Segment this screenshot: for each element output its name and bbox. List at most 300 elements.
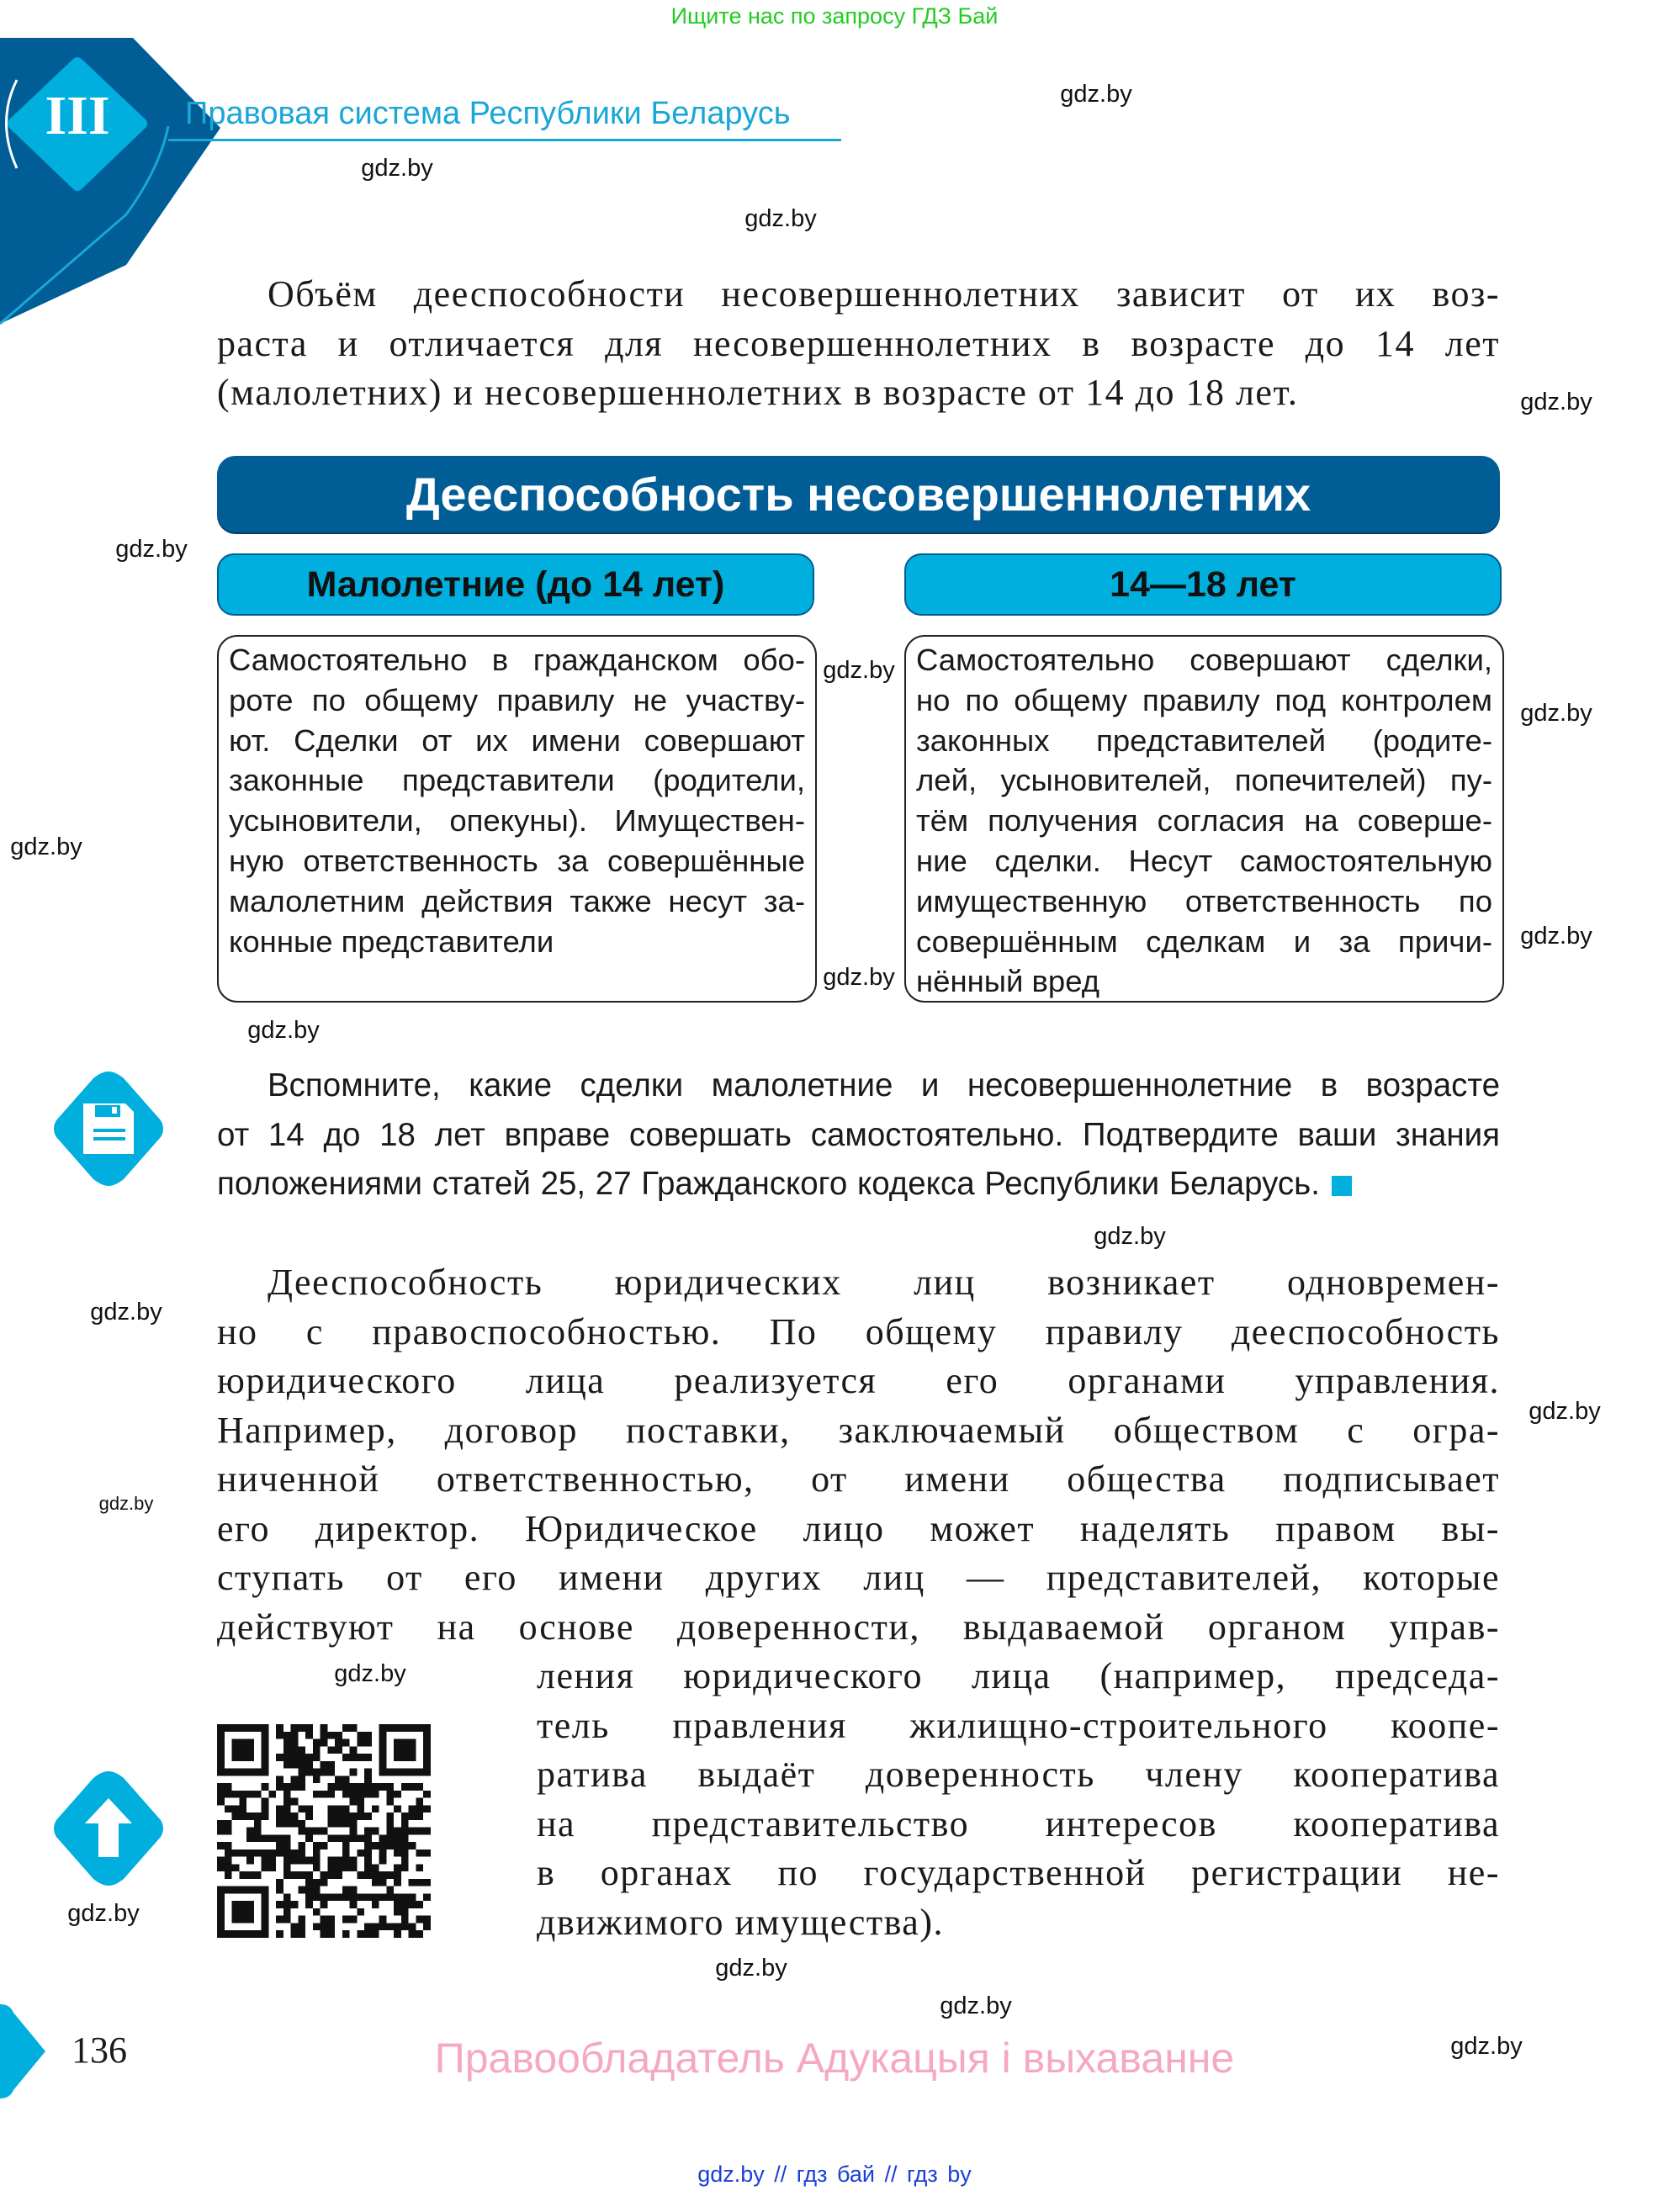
qr-module: [364, 1739, 372, 1747]
qr-module: [357, 1732, 364, 1739]
qr-module: [313, 1923, 321, 1930]
qr-module: [239, 1850, 246, 1857]
qr-module: [327, 1871, 335, 1879]
qr-module: [379, 1879, 387, 1887]
qr-module: [386, 1798, 394, 1806]
qr-module: [423, 1805, 431, 1812]
qr-module: [409, 1812, 416, 1820]
watermark: gdz.by: [67, 1900, 140, 1927]
qr-module: [305, 1828, 313, 1835]
watermark: gdz.by: [115, 536, 188, 563]
qr-module: [335, 1746, 342, 1754]
qr-module: [335, 1732, 342, 1739]
qr-module: [232, 1805, 240, 1812]
qr-module: [350, 1828, 358, 1835]
qr-module: [283, 1791, 291, 1798]
qr-module: [321, 1923, 328, 1930]
arrow-up-icon: [48, 1768, 169, 1889]
qr-module: [342, 1812, 350, 1820]
qr-module: [298, 1746, 305, 1754]
text-line: ступать от его имени других лиц — представителей, которые: [217, 1557, 1500, 1598]
qr-module: [298, 1820, 305, 1828]
qr-module: [225, 1805, 232, 1812]
qr-module: [342, 1842, 350, 1850]
qr-module: [239, 1871, 246, 1879]
qr-module: [416, 1812, 423, 1820]
qr-module: [364, 1812, 372, 1820]
qr-module: [379, 1783, 387, 1791]
text-line: лей, усыновителей, попечителей) пу-: [916, 763, 1492, 798]
qr-module: [298, 1871, 305, 1879]
qr-module: [327, 1864, 335, 1871]
qr-module: [409, 1805, 416, 1812]
qr-module: [327, 1732, 335, 1739]
qr-module: [313, 1857, 321, 1865]
qr-module: [416, 1916, 423, 1924]
chapter-title: Правовая система Республики Беларусь: [185, 96, 791, 131]
qr-module: [357, 1871, 364, 1879]
qr-module: [232, 1864, 240, 1871]
qr-finder: [232, 1901, 254, 1923]
qr-module: [254, 1871, 262, 1879]
qr-module: [276, 1879, 283, 1887]
qr-module: [416, 1805, 423, 1812]
qr-module: [350, 1864, 358, 1871]
qr-module: [364, 1850, 372, 1857]
qr-module: [262, 1864, 269, 1871]
qr-module: [350, 1783, 358, 1791]
qr-module: [283, 1842, 291, 1850]
qr-module: [313, 1850, 321, 1857]
qr-module: [298, 1842, 305, 1850]
qr-module: [327, 1791, 335, 1798]
qr-module: [394, 1871, 401, 1879]
qr-module: [394, 1930, 401, 1938]
qr-module: [313, 1908, 321, 1916]
text-line: ют. Сделки от их имени совершают: [229, 722, 805, 758]
qr-module: [401, 1901, 409, 1908]
qr-module: [379, 1850, 387, 1857]
qr-module: [342, 1887, 350, 1894]
qr-module: [394, 1923, 401, 1930]
qr-module: [357, 1783, 364, 1791]
qr-module: [327, 1930, 335, 1938]
qr-module: [305, 1812, 313, 1820]
qr-module: [364, 1834, 372, 1842]
qr-module: [291, 1732, 299, 1739]
qr-module: [262, 1783, 269, 1791]
qr-module: [364, 1871, 372, 1879]
qr-module: [291, 1857, 299, 1865]
qr-module: [394, 1901, 401, 1908]
qr-module: [254, 1828, 262, 1835]
qr-module: [423, 1879, 431, 1887]
qr-module: [305, 1871, 313, 1879]
text-line: совершённым сделкам и за причи-: [916, 923, 1492, 959]
qr-module: [291, 1798, 299, 1806]
qr-module: [283, 1908, 291, 1916]
qr-module: [291, 1820, 299, 1828]
qr-module: [291, 1871, 299, 1879]
qr-module: [217, 1842, 225, 1850]
qr-module: [291, 1901, 299, 1908]
qr-module: [321, 1732, 328, 1739]
text-line: раста и отличается для несовершеннолетних в возрасте до 14 лет: [217, 322, 1500, 364]
qr-module: [298, 1805, 305, 1812]
qr-module: [423, 1850, 431, 1857]
qr-module: [379, 1871, 387, 1879]
text-line: законных представителей (родите-: [916, 722, 1492, 758]
qr-module: [232, 1812, 240, 1820]
end-square-icon: [1332, 1176, 1352, 1196]
qr-module: [283, 1732, 291, 1739]
qr-module: [246, 1791, 254, 1798]
qr-module: [342, 1783, 350, 1791]
qr-module: [350, 1791, 358, 1798]
qr-module: [416, 1864, 423, 1871]
qr-module: [342, 1916, 350, 1924]
qr-module: [291, 1754, 299, 1761]
qr-module: [364, 1775, 372, 1783]
qr-module: [239, 1812, 246, 1820]
qr-module: [327, 1857, 335, 1865]
qr-module: [321, 1879, 328, 1887]
qr-module: [262, 1857, 269, 1865]
qr-module: [254, 1850, 262, 1857]
qr-module: [416, 1798, 423, 1806]
qr-module: [313, 1791, 321, 1798]
qr-module: [342, 1893, 350, 1901]
qr-module: [401, 1834, 409, 1842]
qr-module: [350, 1820, 358, 1828]
qr-module: [321, 1871, 328, 1879]
qr-module: [350, 1901, 358, 1908]
qr-module: [225, 1850, 232, 1857]
text-line: Самостоятельно совершают сделки,: [916, 643, 1492, 677]
qr-module: [246, 1850, 254, 1857]
qr-module: [313, 1879, 321, 1887]
qr-module: [401, 1908, 409, 1916]
qr-module: [357, 1754, 364, 1761]
qr-module: [350, 1812, 358, 1820]
qr-module: [327, 1805, 335, 1812]
qr-module: [268, 1791, 276, 1798]
qr-module: [409, 1893, 416, 1901]
qr-module: [262, 1812, 269, 1820]
qr-module: [254, 1812, 262, 1820]
qr-module: [283, 1805, 291, 1812]
watermark: gdz.by: [823, 964, 895, 991]
qr-module: [335, 1739, 342, 1747]
qr-module: [364, 1769, 372, 1776]
qr-module: [423, 1893, 431, 1901]
qr-module: [335, 1871, 342, 1879]
qr-module: [239, 1798, 246, 1806]
qr-module: [254, 1820, 262, 1828]
qr-code[interactable]: [217, 1724, 431, 1938]
qr-module: [225, 1820, 232, 1828]
qr-module: [254, 1834, 262, 1842]
qr-module: [283, 1746, 291, 1754]
text-line: Самостоятельно в гражданском обо-: [229, 643, 805, 677]
footer-links[interactable]: gdz.by // гдз бай // гдз by: [697, 2162, 972, 2187]
text-line: действуют на основе доверенности, выдаваемой органом управ-: [217, 1606, 1500, 1648]
qr-module: [291, 1923, 299, 1930]
qr-module: [305, 1887, 313, 1894]
qr-module: [313, 1864, 321, 1871]
qr-module: [357, 1893, 364, 1901]
watermark: gdz.by: [247, 1017, 320, 1044]
qr-module: [327, 1893, 335, 1901]
watermark: gdz.by: [334, 1660, 406, 1687]
chapter-number: III: [45, 85, 110, 146]
watermark: gdz.by: [744, 205, 817, 232]
qr-module: [276, 1901, 283, 1908]
qr-module: [291, 1812, 299, 1820]
qr-module: [217, 1783, 225, 1791]
qr-module: [313, 1842, 321, 1850]
qr-module: [321, 1901, 328, 1908]
qr-module: [379, 1842, 387, 1850]
qr-module: [409, 1783, 416, 1791]
qr-module: [239, 1805, 246, 1812]
intro-paragraph: [217, 270, 1500, 418]
qr-module: [401, 1857, 409, 1865]
qr-module: [401, 1850, 409, 1857]
qr-module: [276, 1842, 283, 1850]
qr-module: [394, 1834, 401, 1842]
qr-module: [416, 1828, 423, 1835]
qr-module: [246, 1834, 254, 1842]
qr-module: [401, 1812, 409, 1820]
text-line: усыновители, опекуны). Имуществен-: [229, 803, 805, 839]
text-line: от 14 до 18 лет вправе совершать самостоятельно. Подтвердите ваши знания: [217, 1116, 1500, 1153]
qr-module: [262, 1850, 269, 1857]
qr-module: [394, 1828, 401, 1835]
qr-module: [357, 1908, 364, 1916]
qr-module: [335, 1775, 342, 1783]
watermark: gdz.by: [10, 833, 82, 860]
diagram-title: Дееспособность несовершеннолетних: [217, 456, 1500, 532]
qr-module: [342, 1857, 350, 1865]
qr-module: [386, 1791, 394, 1798]
qr-module: [298, 1769, 305, 1776]
qr-module: [350, 1857, 358, 1865]
qr-module: [372, 1893, 379, 1901]
qr-module: [246, 1871, 254, 1879]
recall-task: [217, 1061, 1500, 1209]
page-number: 136: [72, 2029, 127, 2071]
qr-module: [409, 1923, 416, 1930]
qr-module: [298, 1783, 305, 1791]
text-line: Дееспособность юридических лиц возникает одновремен-: [268, 1262, 1500, 1303]
qr-module: [379, 1857, 387, 1865]
qr-module: [357, 1805, 364, 1812]
qr-module: [416, 1783, 423, 1791]
qr-finder: [232, 1739, 254, 1761]
qr-module: [350, 1798, 358, 1806]
qr-module: [225, 1871, 232, 1879]
text-line: но с правоспособностью. По общему правилу дееспособность: [217, 1310, 1500, 1352]
watermark: gdz.by: [1520, 700, 1592, 727]
qr-module: [298, 1857, 305, 1865]
text-line: ную ответственность за совершённые: [229, 843, 805, 878]
qr-module: [276, 1805, 283, 1812]
qr-module: [342, 1805, 350, 1812]
qr-module: [350, 1724, 358, 1732]
qr-module: [283, 1783, 291, 1791]
qr-module: [262, 1834, 269, 1842]
qr-module: [342, 1724, 350, 1732]
watermark: gdz.by: [1520, 389, 1592, 415]
qr-module: [394, 1842, 401, 1850]
text-line: на представительство интересов кооператива: [537, 1802, 1500, 1844]
qr-module: [291, 1761, 299, 1769]
qr-module: [276, 1783, 283, 1791]
qr-module: [394, 1850, 401, 1857]
qr-module: [423, 1916, 431, 1924]
qr-module: [379, 1916, 387, 1924]
qr-module: [364, 1828, 372, 1835]
qr-module: [335, 1783, 342, 1791]
qr-module: [364, 1842, 372, 1850]
qr-module: [335, 1864, 342, 1871]
qr-module: [409, 1879, 416, 1887]
qr-module: [313, 1893, 321, 1901]
qr-module: [268, 1857, 276, 1865]
text-line: роте по общему правилу не участву-: [229, 682, 805, 717]
qr-module: [321, 1724, 328, 1732]
qr-module: [416, 1930, 423, 1938]
qr-module: [327, 1923, 335, 1930]
qr-module: [364, 1893, 372, 1901]
qr-module: [283, 1893, 291, 1901]
watermark: gdz.by: [1094, 1223, 1166, 1250]
qr-module: [327, 1820, 335, 1828]
qr-module: [276, 1775, 283, 1783]
search-banner: Ищите нас по запросу ГДЗ Бай: [670, 3, 999, 29]
qr-module: [305, 1901, 313, 1908]
qr-module: [342, 1864, 350, 1871]
qr-module: [350, 1893, 358, 1901]
qr-module: [372, 1805, 379, 1812]
left-heading: Малолетние (до 14 лет): [217, 553, 814, 616]
qr-finder: [394, 1739, 416, 1761]
qr-module: [342, 1834, 350, 1842]
qr-module: [305, 1805, 313, 1812]
qr-module: [313, 1754, 321, 1761]
qr-module: [357, 1812, 364, 1820]
qr-module: [305, 1724, 313, 1732]
watermark: gdz.by: [361, 155, 433, 182]
qr-module: [394, 1893, 401, 1901]
qr-module: [342, 1775, 350, 1783]
qr-module: [394, 1879, 401, 1887]
text-line: законные представители (родители,: [229, 763, 805, 798]
qr-module: [327, 1746, 335, 1754]
qr-module: [298, 1923, 305, 1930]
qr-module: [313, 1775, 321, 1783]
qr-module: [357, 1834, 364, 1842]
text-line: тель правления жилищно-строительного коопе-: [537, 1704, 1500, 1746]
qr-module: [335, 1820, 342, 1828]
qr-module: [217, 1864, 225, 1871]
qr-module: [321, 1739, 328, 1747]
text-line: но по общему правилу под контролем: [916, 682, 1492, 717]
qr-module: [327, 1761, 335, 1769]
qr-module: [372, 1879, 379, 1887]
qr-module: [298, 1930, 305, 1938]
qr-module: [321, 1893, 328, 1901]
qr-module: [276, 1812, 283, 1820]
qr-module: [298, 1754, 305, 1761]
qr-module: [305, 1834, 313, 1842]
qr-module: [291, 1850, 299, 1857]
qr-module: [401, 1842, 409, 1850]
qr-module: [357, 1798, 364, 1806]
qr-module: [350, 1746, 358, 1754]
qr-module: [283, 1754, 291, 1761]
qr-module: [364, 1857, 372, 1865]
text-line: Объём дееспособности несовершеннолетних зависит от их воз-: [268, 273, 1500, 315]
qr-module: [386, 1871, 394, 1879]
watermark: gdz.by: [90, 1299, 162, 1326]
qr-module: [350, 1769, 358, 1776]
qr-module: [335, 1805, 342, 1812]
qr-module: [364, 1791, 372, 1798]
qr-module: [217, 1820, 225, 1828]
text-line: ние сделки. Несут самостоятельную: [916, 843, 1492, 878]
qr-module: [321, 1916, 328, 1924]
qr-module: [386, 1887, 394, 1894]
qr-module: [394, 1908, 401, 1916]
qr-module: [350, 1754, 358, 1761]
qr-module: [401, 1916, 409, 1924]
qr-module: [342, 1791, 350, 1798]
qr-module: [416, 1879, 423, 1887]
qr-module: [283, 1812, 291, 1820]
qr-module: [283, 1761, 291, 1769]
qr-module: [276, 1732, 283, 1739]
qr-module: [416, 1850, 423, 1857]
text-line: юридического лица реализуется его органами управления.: [217, 1360, 1500, 1401]
qr-module: [386, 1820, 394, 1828]
qr-module: [283, 1871, 291, 1879]
text-line: положениями статей 25, 27 Гражданского кодекса Республики Беларусь.: [217, 1166, 1320, 1202]
chapter-badge: [0, 34, 227, 336]
qr-module: [409, 1842, 416, 1850]
text-line: в органах по государственной регистрации не-: [537, 1852, 1500, 1893]
qr-module: [379, 1893, 387, 1901]
qr-module: [357, 1739, 364, 1747]
right-box: [904, 635, 1504, 1003]
qr-module: [342, 1739, 350, 1747]
qr-module: [321, 1791, 328, 1798]
qr-module: [350, 1834, 358, 1842]
qr-module: [268, 1834, 276, 1842]
qr-module: [276, 1916, 283, 1924]
qr-module: [372, 1828, 379, 1835]
qr-module: [283, 1834, 291, 1842]
qr-module: [291, 1724, 299, 1732]
qr-module: [283, 1916, 291, 1924]
qr-module: [335, 1812, 342, 1820]
qr-module: [372, 1791, 379, 1798]
qr-module: [342, 1930, 350, 1938]
qr-module: [283, 1850, 291, 1857]
qr-module: [409, 1828, 416, 1835]
watermark: gdz.by: [98, 1493, 154, 1514]
